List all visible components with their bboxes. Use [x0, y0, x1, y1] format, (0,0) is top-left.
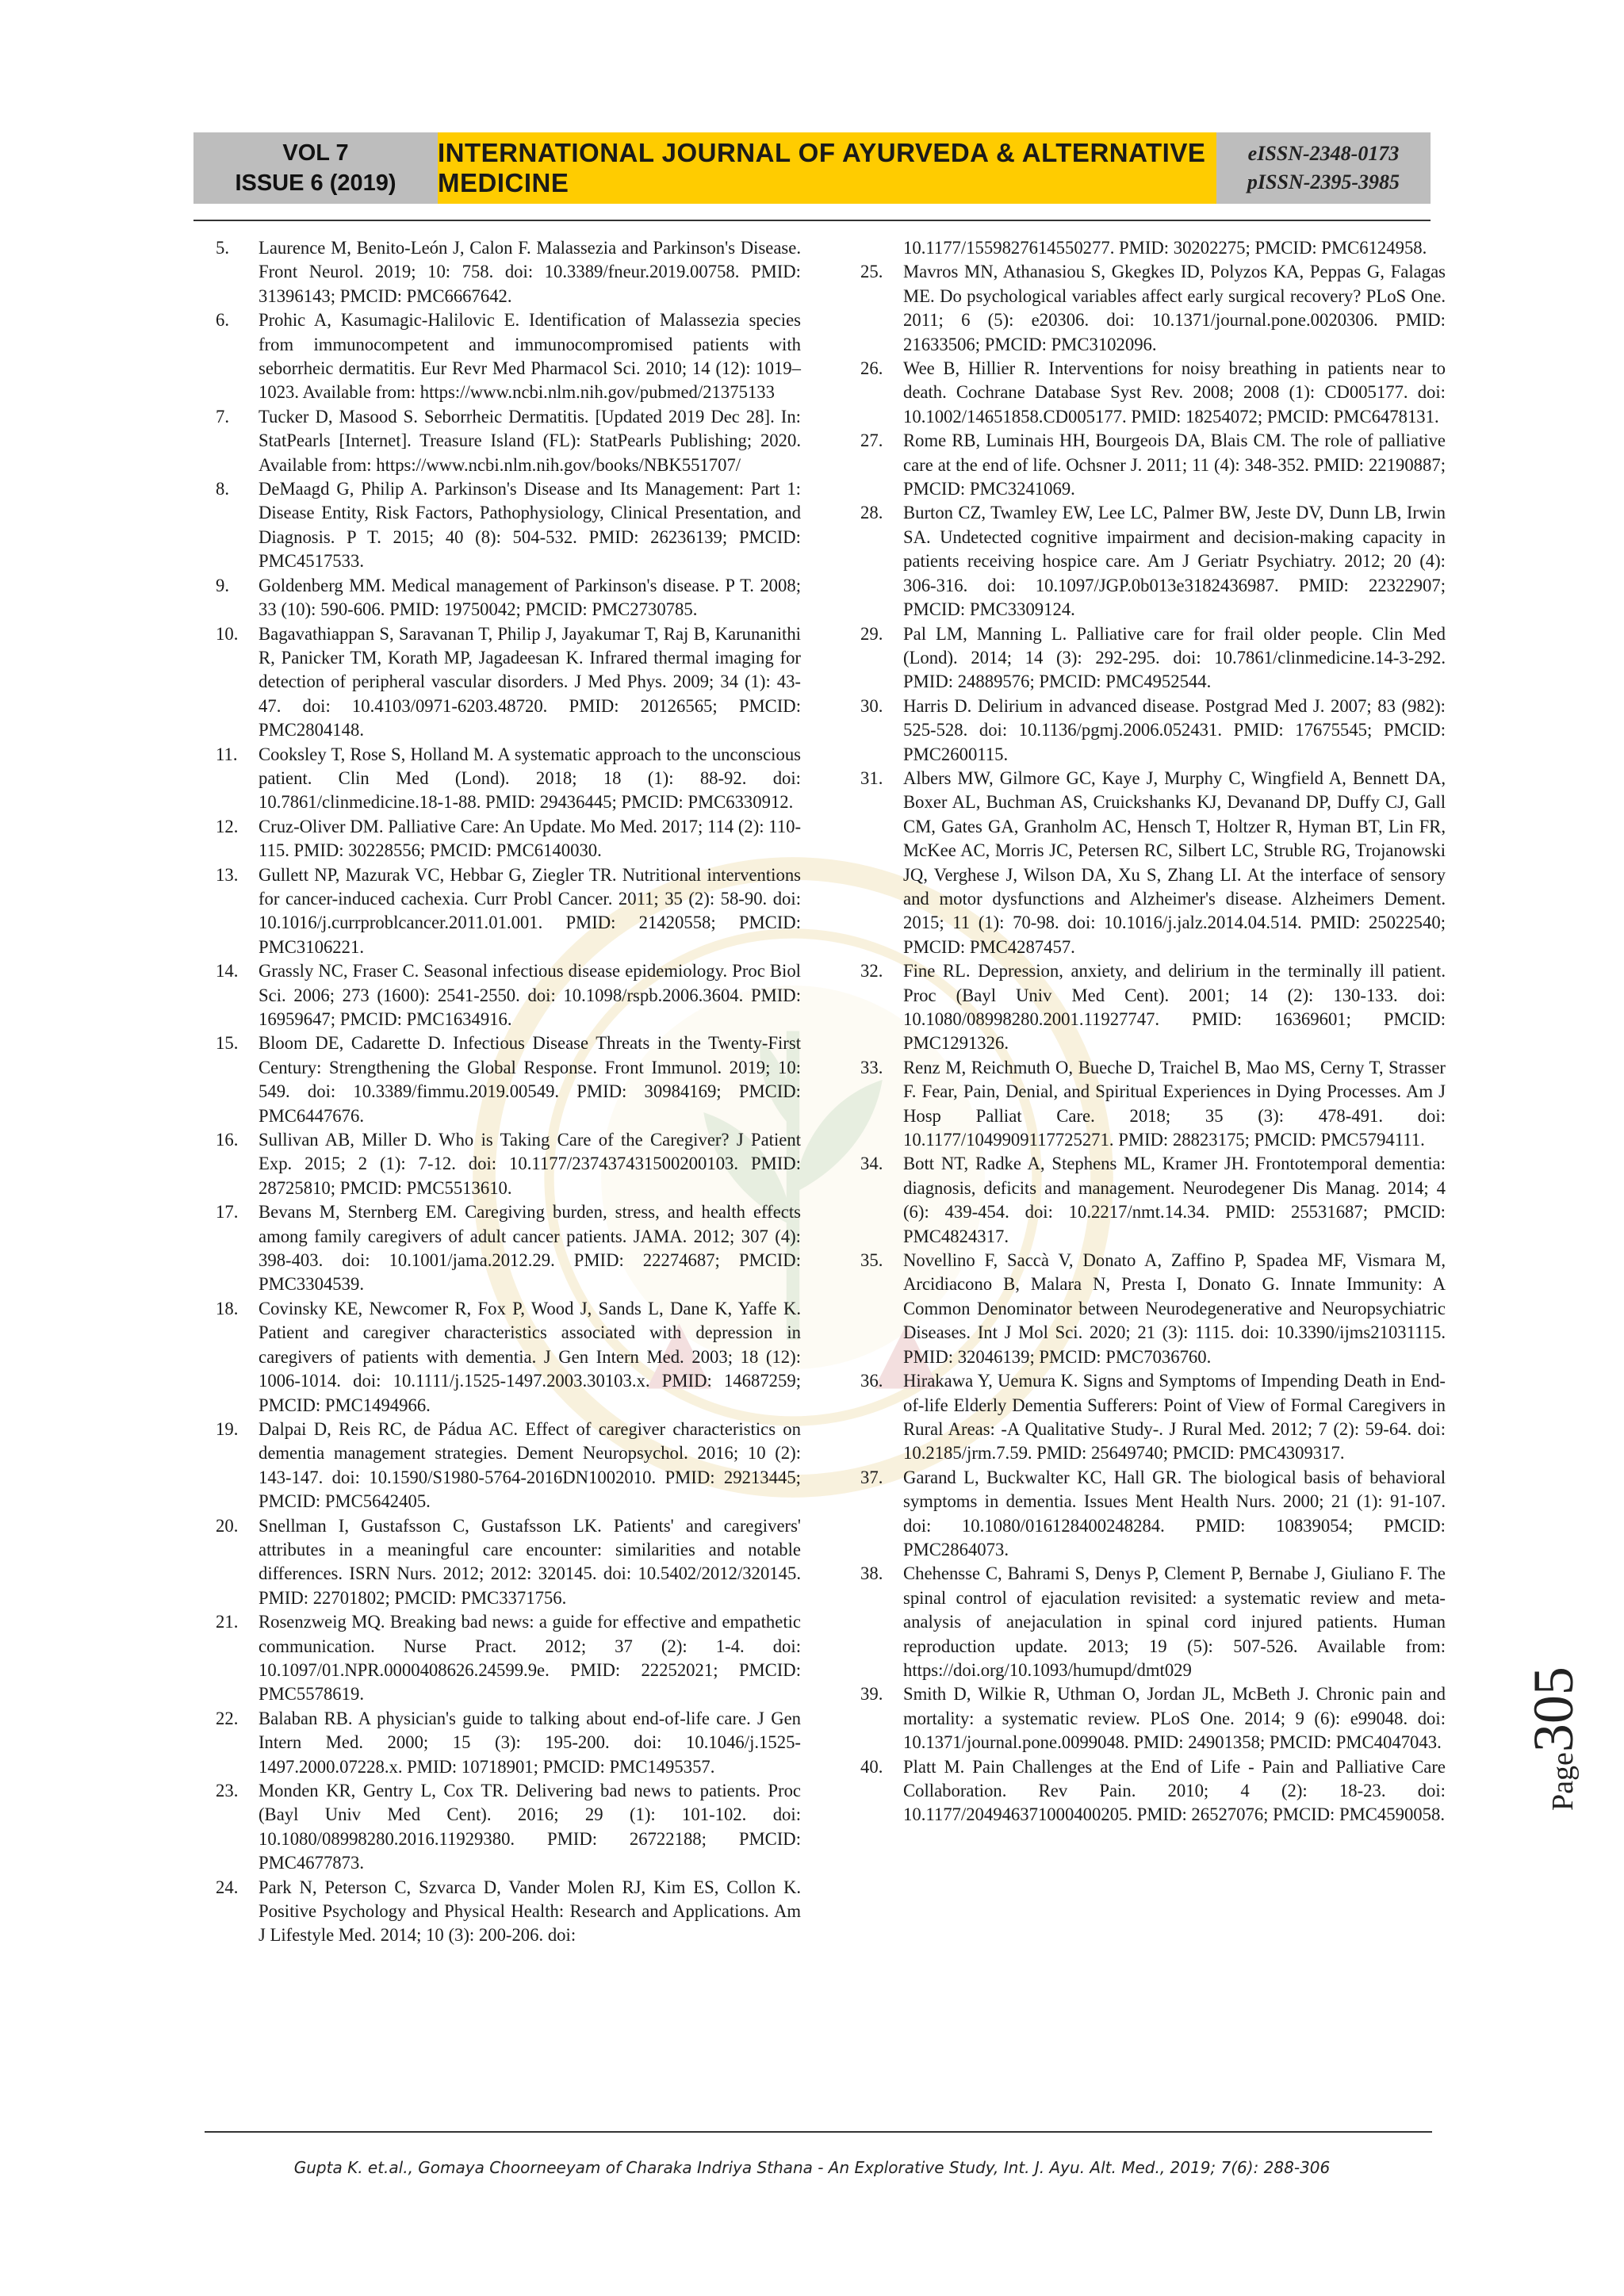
reference-entry — [216, 405, 801, 477]
reference-text: Goldenberg MM. Medical management of Parkinson's disease. P T. 2008; 33 (10): 590-606. PMID: 19750042; PMCID: PMC2730785. — [259, 575, 801, 620]
reference-number: 20. — [216, 1515, 239, 1536]
reference-entry — [216, 1610, 801, 1707]
page-label: Page — [1546, 1752, 1580, 1811]
reference-text: Grassly NC, Fraser C. Seasonal infectious disease epidemiology. Proc Biol Sci. 2006; 273 (1600): 2541-2550. doi: 10.1098/rspb.2006.3604. PMID: 16959647; PMCID: PMC1634916. — [259, 961, 801, 1029]
reference-entry — [216, 1297, 801, 1418]
reference-entry — [216, 743, 801, 815]
reference-text: 10.1177/1559827614550277. PMID: 30202275; PMCID: PMC6124958. — [903, 238, 1427, 258]
reference-entry — [860, 767, 1446, 959]
reference-entry — [216, 1876, 801, 1948]
reference-entry — [860, 622, 1446, 695]
reference-text: Mavros MN, Athanasiou S, Gkegkes ID, Polyzos KA, Peppas G, Falagas ME. Do psychological variables affect early surgical recovery? PLoS One. 2011; 6 (5): e20306. doi: 10.1371/journal.pone.0020306. PMID: 21633506; PMCID: PMC3102096. — [903, 262, 1446, 354]
reference-text: Balaban RB. A physician's guide to talking about end-of-life care. J Gen Intern Med. 2000; 15 (3): 195-200. doi: 10.1046/j.1525-1497.2000.07228.x. PMID: 10718901; PMCID: PMC1495357. — [259, 1708, 801, 1777]
reference-text: Burton CZ, Twamley EW, Lee LC, Palmer BW, Jeste DV, Dunn LB, Irwin SA. Undetected cognitive impairment and decision-making capacity in patients receiving hospice care. Am J Geriatr Psychiatry. 2012; 20 (4): 306-316. doi: 10.1097/JGP.0b013e3182436987. PMID: 22322907; PMCID: PMC3309124. — [903, 503, 1446, 620]
reference-number: 35. — [860, 1250, 883, 1271]
reference-number: 11. — [216, 744, 238, 764]
reference-text: Garand L, Buckwalter KC, Hall GR. The biological basis of behavioral symptoms in dementia. Issues Ment Health Nurs. 2000; 21 (1): 91-107. doi: 10.1080/016128400248284. PMID: 10839054; PMCID: PMC2864073. — [903, 1467, 1446, 1559]
reference-entry — [860, 1369, 1446, 1466]
reference-entry — [860, 1152, 1446, 1249]
reference-text: Wee B, Hillier R. Interventions for noisy breathing in patients near to death. Cochrane Database Syst Rev. 2008; 2008 (1): CD005177. doi: 10.1002/14651858.CD005177. PMID: 18254072; PMCID: PMC6478131. — [903, 358, 1446, 427]
reference-entry — [216, 236, 801, 308]
journal-title: INTERNATIONAL JOURNAL OF AYURVEDA & ALTERNATIVE MEDICINE — [438, 138, 1206, 197]
reference-text: Hirakawa Y, Uemura K. Signs and Symptoms of Impending Death in End-of-life Elderly Dementia Sufferers: Point of View of Formal Caregivers in Rural Areas: -A Qualitative Study-. J Rural Med. 2012; 7 (2): 59-64. doi: 10.2185/jrm.7.59. PMID: 25649740; PMCID: PMC4309317. — [903, 1371, 1446, 1464]
reference-text: Harris D. Delirium in advanced disease. Postgrad Med J. 2007; 83 (982): 525-528. doi: 10.1136/pgmj.2006.052431. PMID: 17675545; PMCID: PMC2600115. — [903, 695, 1446, 764]
reference-text: Cooksley T, Rose S, Holland M. A systematic approach to the unconscious patient. Clin Med (Lond). 2018; 18 (1): 88-92. doi: 10.7861/clinmedicine.18-1-88. PMID: 29436445; PMCID: PMC6330912. — [259, 744, 801, 813]
reference-text: Cruz-Oliver DM. Palliative Care: An Update. Mo Med. 2017; 114 (2): 110-115. PMID: 30228556; PMCID: PMC6140030. — [259, 816, 801, 861]
reference-number: 33. — [860, 1057, 883, 1077]
reference-entry — [216, 1779, 801, 1876]
reference-text: Rosenzweig MQ. Breaking bad news: a guide for effective and empathetic communication. Nurse Pract. 2012; 37 (2): 1-4. doi: 10.1097/01.NPR.0000408626.24599.9e. PMID: 22252021; PMCID: PMC5578619. — [259, 1612, 801, 1705]
reference-number: 10. — [216, 623, 239, 644]
reference-number: 5. — [216, 238, 230, 258]
reference-number: 23. — [216, 1781, 239, 1800]
references-right-column — [860, 236, 1446, 1827]
reference-entry — [216, 622, 801, 743]
reference-text: Novellino F, Saccà V, Donato A, Zaffino P, Spadea MF, Vismara M, Arcidiacono B, Malara N, Presta I, Donato G. Innate Immunity: A Common Denominator between Neurodegenerative and Neuropsychiatric Diseases. Int J Mol Sci. 2020; 21 (3): 1115. doi: 10.3390/ijms21031115. PMID: 32046139; PMCID: PMC7036760. — [903, 1250, 1446, 1367]
reference-number: 37. — [860, 1467, 883, 1487]
reference-number: 16. — [216, 1130, 239, 1150]
page-number-marker — [1521, 1659, 1585, 1818]
reference-entry — [860, 1056, 1446, 1153]
reference-number: 18. — [216, 1298, 239, 1318]
reference-number: 36. — [860, 1371, 883, 1391]
reference-number: 8. — [216, 479, 230, 499]
reference-entry — [860, 1466, 1446, 1563]
journal-title-box — [438, 132, 1216, 204]
reference-entry — [216, 959, 801, 1031]
references-left-column — [216, 236, 801, 1948]
reference-number: 9. — [216, 575, 230, 595]
reference-text: Bloom DE, Cadarette D. Infectious Disease Threats in the Twenty-First Century: Strengthening the Global Response. Front Immunol. 2019; 10: 549. doi: 10.3389/fimmu.2019.00549. PMID: 30984169; PMCID: PMC6447676. — [259, 1033, 801, 1126]
reference-number: 40. — [860, 1756, 883, 1777]
reference-number: 30. — [860, 695, 883, 716]
reference-entry — [860, 260, 1446, 357]
reference-entry — [216, 574, 801, 622]
eissn-label: eISSN-2348-0173 — [1247, 142, 1400, 165]
reference-text: Pal LM, Manning L. Palliative care for frail older people. Clin Med (Lond). 2014; 14 (3): 292-295. doi: 10.7861/clinmedicine.14-3-292. PMID: 24889576; PMCID: PMC4952544. — [903, 623, 1446, 692]
reference-number: 29. — [860, 623, 883, 644]
reference-text: Bevans M, Sternberg EM. Caregiving burden, stress, and health effects among family caregivers of adult cancer patients. JAMA. 2012; 307 (4): 398-403. doi: 10.1001/jama.2012.29. PMID: 22274687; PMCID: PMC3304539. — [259, 1202, 801, 1295]
reference-entry — [216, 1514, 801, 1611]
reference-number: 28. — [860, 503, 883, 523]
reference-number: 39. — [860, 1684, 883, 1705]
reference-text: Smith D, Wilkie R, Uthman O, Jordan JL, McBeth J. Chronic pain and mortality: a systematic review. PLoS One. 2014; 9 (6): e99048. doi: 10.1371/journal.pone.0099048. PMID: 24901358; PMCID: PMC4047043. — [903, 1684, 1446, 1753]
reference-entry — [216, 863, 801, 960]
reference-text: Tucker D, Masood S. Seborrheic Dermatitis. [Updated 2019 Dec 28]. In: StatPearls [Internet]. Treasure Island (FL): StatPearls Publishing; 2020. Available from: https://www.ncbi.nlm.nih.gov/books/NBK551707/ — [259, 406, 801, 475]
reference-number: 24. — [216, 1877, 239, 1897]
header-divider — [193, 220, 1431, 221]
reference-entry — [216, 815, 801, 863]
reference-entry — [860, 1755, 1446, 1827]
reference-text: Platt M. Pain Challenges at the End of Life - Pain and Palliative Care Collaboration. Rev Pain. 2010; 4 (2): 18-23. doi: 10.1177/204946371000400205. PMID: 26527076; PMCID: PMC4590058. — [903, 1756, 1446, 1825]
reference-text: Bott NT, Radke A, Stephens ML, Kramer JH. Frontotemporal dementia: diagnosis, deficits and management. Neurodegener Dis Manag. 2014; 4 (6): 439-454. doi: 10.2217/nmt.14.34. PMID: 25531687; PMCID: PMC4824317. — [903, 1154, 1446, 1246]
reference-text: Covinsky KE, Newcomer R, Fox P, Wood J, Sands L, Dane K, Yaffe K. Patient and caregiver characteristics associated with depression in caregivers of patients with dementia. J Gen Intern Med. 2003; 18 (12): 1006-1014. doi: 10.1111/j.1525-1497.2003.30103.x. PMID: 14687259; PMCID: PMC1494966. — [259, 1298, 801, 1415]
reference-number: 14. — [216, 961, 239, 982]
reference-text: Fine RL. Depression, anxiety, and delirium in the terminally ill patient. Proc (Bayl Univ Med Cent). 2001; 14 (2): 130-133. doi: 10.1080/08998280.2001.11927747. PMID: 16369601; PMCID: PMC1291326. — [903, 961, 1446, 1054]
reference-entry — [216, 1200, 801, 1297]
reference-text: Rome RB, Luminais HH, Bourgeois DA, Blais CM. The role of palliative care at the end of life. Ochsner J. 2011; 11 (4): 348-352. PMID: 22190887; PMCID: PMC3241069. — [903, 430, 1446, 499]
footer-divider — [205, 2131, 1432, 2133]
reference-number: 6. — [216, 310, 230, 331]
reference-text: Monden KR, Gentry L, Cox TR. Delivering bad news to patients. Proc (Bayl Univ Med Cent). 2016; 29 (1): 101-102. doi: 10.1080/08998280.2016.11929380. PMID: 26722188; PMCID: PMC4677873. — [259, 1781, 801, 1873]
issn-box — [1216, 132, 1431, 204]
reference-number: 22. — [216, 1708, 239, 1728]
reference-text: Park N, Peterson C, Szvarca D, Vander Molen RJ, Kim ES, Collon K. Positive Psychology and Physical Health: Research and Applications. Am J Lifestyle Med. 2014; 10 (3): 200-206. doi: — [259, 1877, 801, 1946]
reference-number: 31. — [860, 767, 883, 788]
reference-text: DeMaagd G, Philip A. Parkinson's Disease and Its Management: Part 1: Disease Entity, Risk Factors, Pathophysiology, Clinical Presentation, and Diagnosis. P T. 2015; 40 (8): 504-532. PMID: 26236139; PMCID: PMC4517533. — [259, 479, 801, 572]
reference-entry — [216, 1418, 801, 1514]
reference-entry — [216, 477, 801, 574]
reference-entry — [860, 429, 1446, 501]
pissn-label: pISSN-2395-3985 — [1247, 170, 1400, 193]
reference-entry — [860, 1682, 1446, 1755]
reference-entry — [216, 1707, 801, 1779]
journal-header — [193, 132, 1431, 204]
reference-number: 26. — [860, 358, 883, 379]
reference-entry — [860, 501, 1446, 622]
citation-footer: Gupta K. et.al., Gomaya Choorneeyam of Charaka Indriya Sthana - An Explorative Study, Int. J. Ayu. Alt. Med., 2019; 7(6): 288-306 — [293, 2158, 1331, 2177]
reference-text: Laurence M, Benito-León J, Calon F. Malassezia and Parkinson's Disease. Front Neurol. 2019; 10: 758. doi: 10.3389/fneur.2019.00758. PMID: 31396143; PMCID: PMC6667642. — [259, 238, 801, 306]
volume-label: VOL 7 — [282, 140, 349, 166]
reference-text: Snellman I, Gustafsson C, Gustafsson LK. Patients' and caregivers' attributes in a meaningful care encounter: similarities and notable differences. ISRN Nurs. 2012; 2012: 320145. doi: 10.5402/2012/320145. PMID: 22701802; PMCID: PMC3371756. — [259, 1515, 801, 1608]
reference-entry — [860, 695, 1446, 767]
page-number: 305 — [1522, 1667, 1585, 1753]
reference-entry — [860, 357, 1446, 429]
volume-issue-box — [193, 132, 438, 204]
reference-number: 32. — [860, 961, 883, 982]
reference-text: Sullivan AB, Miller D. Who is Taking Care of the Caregiver? J Patient Exp. 2015; 2 (1): 7-12. doi: 10.1177/237437431500200103. PMID: 28725810; PMCID: PMC5513610. — [259, 1130, 801, 1198]
reference-entry — [216, 1128, 801, 1200]
reference-entry — [860, 1562, 1446, 1682]
reference-number: 19. — [216, 1418, 239, 1439]
reference-number: 15. — [216, 1033, 239, 1054]
reference-entry — [860, 236, 1446, 260]
reference-text: Albers MW, Gilmore GC, Kaye J, Murphy C, Wingfield A, Bennett DA, Boxer AL, Buchman AS, Cruickshanks KJ, Devanand DP, Duffy CJ, Gall CM, Gates GA, Granholm AC, Hensch T, Holtzer R, Hyman BT, Lin FR, McKee AC, Morris JC, Petersen RC, Silbert LC, Struble RG, Trojanowski JQ, Verghese J, Wilson DA, Xu S, Zhang LI. At the interface of sensory and motor dysfunctions and Alzheimer's disease. Alzheimers Dement. 2015; 11 (1): 70-98. doi: 10.1016/j.jalz.2014.04.514. PMID: 25022540; PMCID: PMC4287457. — [903, 767, 1446, 957]
reference-text: Dalpai D, Reis RC, de Pádua AC. Effect of caregiver characteristics on dementia management strategies. Dement Neuropsychol. 2016; 10 (2): 143-147. doi: 10.1590/S1980-5764-2016DN1002010. PMID: 29213445; PMCID: PMC5642405. — [259, 1418, 801, 1512]
reference-entry — [216, 308, 801, 405]
reference-number: 21. — [216, 1612, 239, 1632]
reference-text: Bagavathiappan S, Saravanan T, Philip J, Jayakumar T, Raj B, Karunanithi R, Panicker TM, Korath MP, Jagadeesan K. Infrared thermal imaging for detection of peripheral vascular disorders. J Med Phys. 2009; 34 (1): 43-47. doi: 10.4103/0971-6203.48720. PMID: 20126565; PMCID: PMC2804148. — [259, 623, 801, 740]
reference-entry — [860, 959, 1446, 1056]
reference-number: 7. — [216, 406, 230, 427]
reference-number: 25. — [860, 262, 883, 282]
reference-number: 27. — [860, 430, 883, 451]
reference-number: 17. — [216, 1202, 239, 1223]
reference-text: Prohic A, Kasumagic-Halilovic E. Identification of Malassezia species from immunocompetent and immunocompromised patients with seborrheic dermatitis. Eur Revr Med Pharmacol Sci. 2010; 14 (12): 1019–1023. Available from: https://www.ncbi.nlm.nih.gov/pubmed/21375133 — [259, 310, 801, 403]
reference-number: 38. — [860, 1563, 883, 1584]
reference-number: 34. — [860, 1154, 883, 1174]
reference-number: 12. — [216, 816, 239, 836]
reference-text: Renz M, Reichmuth O, Bueche D, Traichel B, Mao MS, Cerny T, Strasser F. Fear, Pain, Denial, and Spiritual Experiences in Dying Processes. Am J Hosp Palliat Care. 2018; 35 (3): 478-491. doi: 10.1177/1049909117725271. PMID: 28823175; PMCID: PMC5794111. — [903, 1057, 1446, 1150]
reference-text: Gullett NP, Mazurak VC, Hebbar G, Ziegler TR. Nutritional interventions for cancer-induced cachexia. Curr Probl Cancer. 2011; 35 (2): 58-90. doi: 10.1016/j.currproblcancer.2011.01.001. PMID: 21420558; PMCID: PMC3106221. — [259, 864, 801, 957]
reference-text: Chehensse C, Bahrami S, Denys P, Clement P, Bernabe J, Giuliano F. The spinal control of ejaculation revisited: a systematic review and meta-analysis of anejaculation in spinal cord injured patients. Human reproduction update. 2013; 19 (5): 507-526. Available from: https://doi.org/10.1093/humupd/dmt029 — [903, 1563, 1446, 1680]
reference-entry — [216, 1031, 801, 1128]
reference-entry — [860, 1249, 1446, 1369]
reference-number: 13. — [216, 864, 239, 885]
issue-label: ISSUE 6 (2019) — [235, 170, 396, 196]
